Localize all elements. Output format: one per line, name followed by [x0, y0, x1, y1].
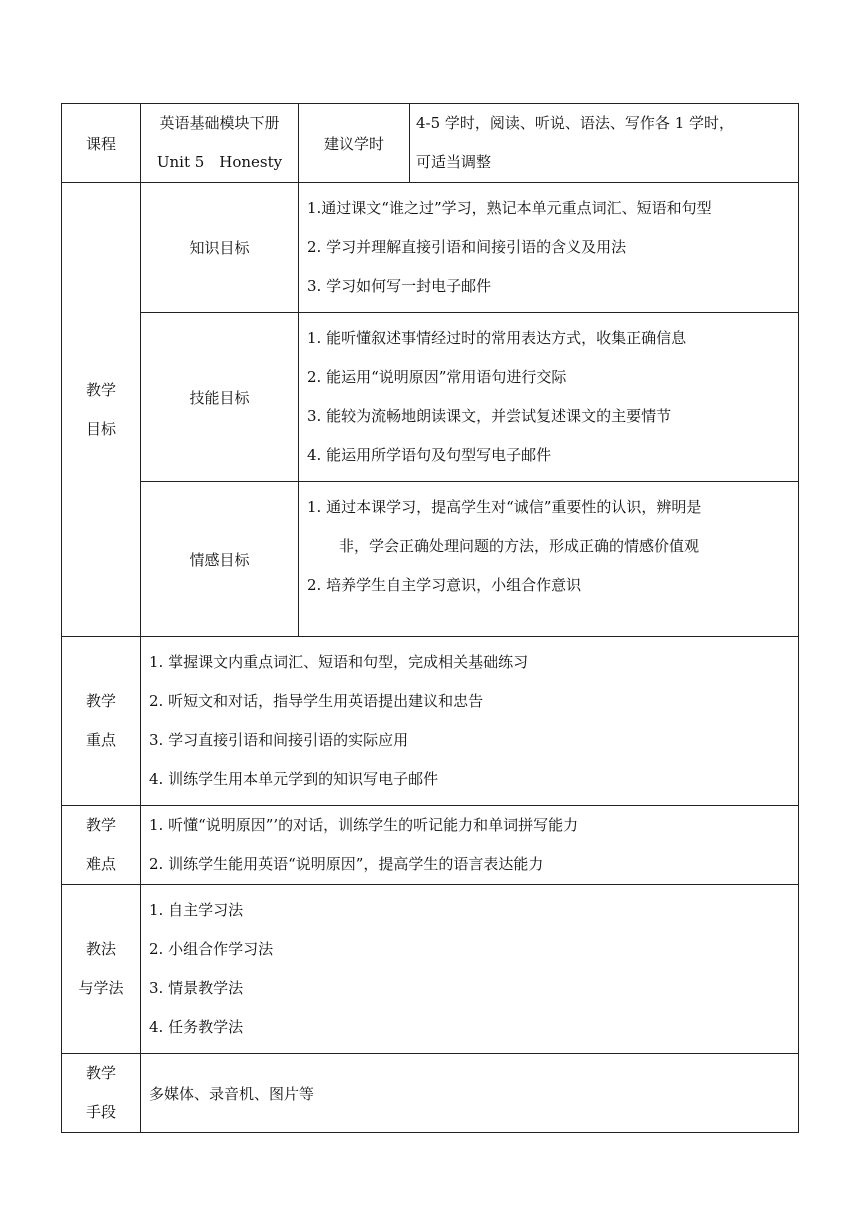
difficulties-label-line2: 难点: [85, 855, 116, 873]
means-row: [62, 1054, 799, 1133]
course-name-line1: 英语基础模块下册: [159, 114, 280, 132]
difficulties-row: [62, 806, 799, 885]
course-name-cell: [141, 104, 299, 183]
skill-objective-label: 技能目标: [141, 313, 299, 482]
list-item-continuation: 非，学会正确处理问题的方法，形成正确的情感价值观: [339, 537, 700, 555]
list-item: 1. 能听懂叙述事情经过时的常用表达方式，收集正确信息: [307, 329, 687, 347]
methods-list: [141, 885, 799, 1054]
hours-label: 建议学时: [299, 104, 410, 183]
list-item: 1. 掌握课文内重点词汇、短语和句型，完成相关基础练习: [149, 653, 529, 671]
list-item: 1. 通过本课学习，提高学生对“诚信”重要性的认识，辨明是: [307, 498, 702, 516]
means-label: [62, 1054, 141, 1133]
header-row: [62, 104, 799, 183]
key-points-list: [141, 637, 799, 806]
list-item: 1.通过课文“谁之过”学习，熟记本单元重点词汇、短语和句型: [307, 199, 712, 217]
list-item: 3. 能较为流畅地朗读课文，并尝试复述课文的主要情节: [307, 407, 672, 425]
list-item: 4. 训练学生用本单元学到的知识写电子邮件: [149, 770, 439, 788]
knowledge-objective-list: [299, 183, 799, 313]
course-name-line2: Unit 5 Honesty: [156, 153, 283, 171]
emotion-objective-row: [62, 482, 799, 637]
key-points-label: [62, 637, 141, 806]
list-item: 1. 听懂“说明原因”’的对话，训练学生的听记能力和单词拼写能力: [149, 816, 579, 834]
hours-cell: [410, 104, 799, 183]
list-item: 2. 能运用“说明原因”常用语句进行交际: [307, 368, 567, 386]
lesson-plan-table: [61, 103, 799, 1133]
list-item: 2. 小组合作学习法: [149, 940, 274, 958]
skill-objective-row: [62, 313, 799, 482]
objectives-label: [62, 183, 141, 637]
course-label: 课程: [62, 104, 141, 183]
list-item: 3. 学习直接引语和间接引语的实际应用: [149, 731, 409, 749]
skill-objective-list: [299, 313, 799, 482]
list-item: 4. 任务教学法: [149, 1018, 244, 1036]
list-item: 2. 训练学生能用英语“说明原因”，提高学生的语言表达能力: [149, 855, 544, 873]
difficulties-list: [141, 806, 799, 885]
objectives-label-line2: 目标: [85, 419, 116, 438]
list-item: 2. 学习并理解直接引语和间接引语的含义及用法: [307, 238, 627, 256]
methods-label: [62, 885, 141, 1054]
means-content: 多媒体、录音机、图片等: [141, 1054, 799, 1133]
list-item: 3. 情景教学法: [149, 979, 244, 997]
emotion-objective-label: 情感目标: [141, 482, 299, 637]
hours-line2: 可适当调整: [416, 153, 492, 171]
knowledge-objective-row: [62, 183, 799, 313]
methods-row: [62, 885, 799, 1054]
key-points-label-line1: 教学: [85, 692, 116, 710]
objectives-label-line1: 教学: [85, 380, 116, 399]
list-item: 1. 自主学习法: [149, 901, 244, 919]
key-points-row: [62, 637, 799, 806]
key-points-label-line2: 重点: [85, 731, 116, 749]
methods-label-line1: 教法: [85, 940, 116, 958]
difficulties-label-line1: 教学: [85, 816, 116, 834]
methods-label-line2: 与学法: [78, 979, 124, 997]
list-item: 3. 学习如何写一封电子邮件: [307, 277, 492, 295]
list-item: 2. 听短文和对话，指导学生用英语提出建议和忠告: [149, 692, 484, 710]
knowledge-objective-label: 知识目标: [141, 183, 299, 313]
difficulties-label: [62, 806, 141, 885]
hours-line1: 4-5 学时，阅读、听说、语法、写作各 1 学时，: [416, 114, 735, 132]
means-label-line2: 手段: [85, 1103, 116, 1121]
list-item: 2. 培养学生自主学习意识，小组合作意识: [307, 576, 582, 594]
list-item: 4. 能运用所学语句及句型写电子邮件: [307, 446, 552, 464]
emotion-objective-list: [299, 482, 799, 637]
means-label-line1: 教学: [85, 1064, 116, 1082]
